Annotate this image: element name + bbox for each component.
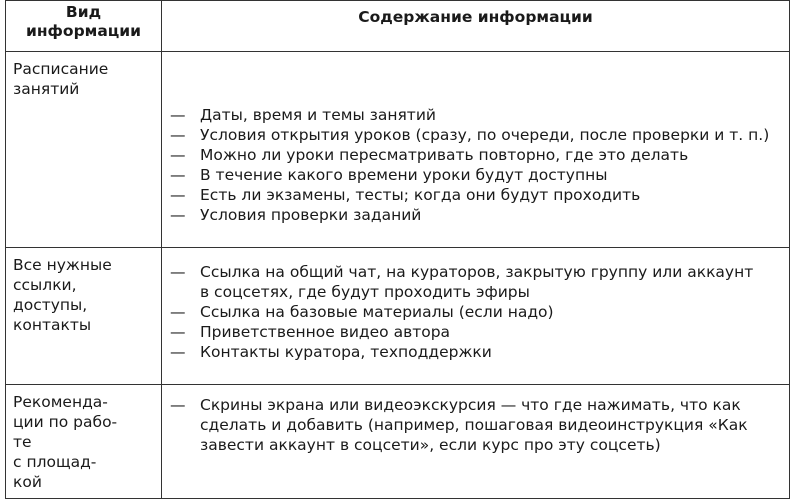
header-type-line1: Вид: [65, 3, 102, 21]
info-type-line: доступы,: [13, 296, 88, 314]
list-item-text: [200, 145, 781, 165]
list-item-text: [200, 165, 781, 185]
info-content-cell: [162, 248, 790, 385]
bullet-dash: —: [170, 166, 186, 184]
content-list: [170, 262, 781, 362]
bullet-dash: —: [170, 323, 186, 341]
bullet-dash: —: [170, 146, 186, 164]
info-type-line: ссылки,: [13, 276, 77, 294]
info-type-line: с площад-: [13, 453, 97, 471]
list-item-line: Скрины экрана или видеоэкскурсия — что где нажимать, что как: [200, 396, 741, 414]
list-item-text: [200, 342, 781, 362]
list-item-text: [200, 262, 781, 302]
list-item-text: [200, 185, 781, 205]
bullet-dash: —: [170, 126, 186, 144]
list-item-text: [200, 395, 781, 455]
info-type-cell: [6, 385, 162, 499]
list-item-line: завести аккаунт в соцсети», если курс про эту соцсеть): [200, 436, 661, 454]
list-item: [170, 342, 781, 362]
info-type-cell: [6, 248, 162, 385]
info-type-line: контакты: [13, 316, 92, 334]
list-item-line: Контакты куратора, техподдержки: [200, 343, 492, 361]
bullet-dash: —: [170, 343, 186, 361]
list-item: [170, 105, 781, 125]
info-type-line: Все нужные: [13, 256, 112, 274]
list-item-line: В течение какого времени уроки будут доступны: [200, 166, 608, 184]
list-item: [170, 165, 781, 185]
list-item-text: [200, 322, 781, 342]
info-type-line: занятий: [13, 80, 80, 98]
list-item-line: в соцсетях, где будут проходить эфиры: [200, 283, 530, 301]
table-body: [6, 52, 790, 499]
info-content-cell: [162, 52, 790, 248]
list-item-line: Условия проверки заданий: [200, 206, 422, 224]
list-item-text: [200, 105, 781, 125]
info-content-cell: [162, 385, 790, 499]
list-item-text: [200, 302, 781, 322]
info-type-line: Рекоменда-: [13, 393, 108, 411]
bullet-dash: —: [170, 396, 186, 414]
list-item-line: сделать и добавить (например, пошаговая видеоинструкция «Как: [200, 416, 748, 434]
bullet-dash: —: [170, 206, 186, 224]
list-item: [170, 185, 781, 205]
bullet-dash: —: [170, 186, 186, 204]
info-type-line: те: [13, 433, 32, 451]
bullet-dash: —: [170, 303, 186, 321]
list-item-text: [200, 125, 781, 145]
list-item-line: Ссылка на общий чат, на кураторов, закрытую группу или аккаунт: [200, 263, 754, 281]
info-type-cell: [6, 52, 162, 248]
list-item: [170, 395, 781, 455]
list-item: [170, 262, 781, 302]
list-item-line: Ссылка на базовые материалы (если надо): [200, 303, 554, 321]
info-type-line: ции по рабо-: [13, 413, 118, 431]
bullet-dash: —: [170, 106, 186, 124]
table-row: [6, 52, 790, 248]
list-item: [170, 125, 781, 145]
list-item-line: Есть ли экзамены, тесты; когда они будут проходить: [200, 186, 641, 204]
content-list: [170, 395, 781, 455]
table-row: [6, 248, 790, 385]
list-item: [170, 145, 781, 165]
list-item: [170, 322, 781, 342]
list-item-line: Условия открытия уроков (сразу, по очереди, после проверки и т. п.): [200, 126, 770, 144]
list-item-line: Приветственное видео автора: [200, 323, 451, 341]
table-header-row: [6, 1, 790, 52]
table-row: [6, 385, 790, 499]
list-item-line: Можно ли уроки пересматривать повторно, где это делать: [200, 146, 689, 164]
content-list: [170, 105, 781, 225]
info-table: [5, 0, 790, 499]
info-type-line: кой: [13, 473, 42, 491]
list-item: [170, 205, 781, 225]
bullet-dash: —: [170, 263, 186, 281]
header-type-line2: информации: [25, 22, 142, 40]
list-item-text: [200, 205, 781, 225]
list-item-line: Даты, время и темы занятий: [200, 106, 436, 124]
header-type: [6, 1, 162, 52]
header-content: Содержание информации: [162, 1, 790, 52]
list-item: [170, 302, 781, 322]
info-type-line: Расписание: [13, 60, 109, 78]
